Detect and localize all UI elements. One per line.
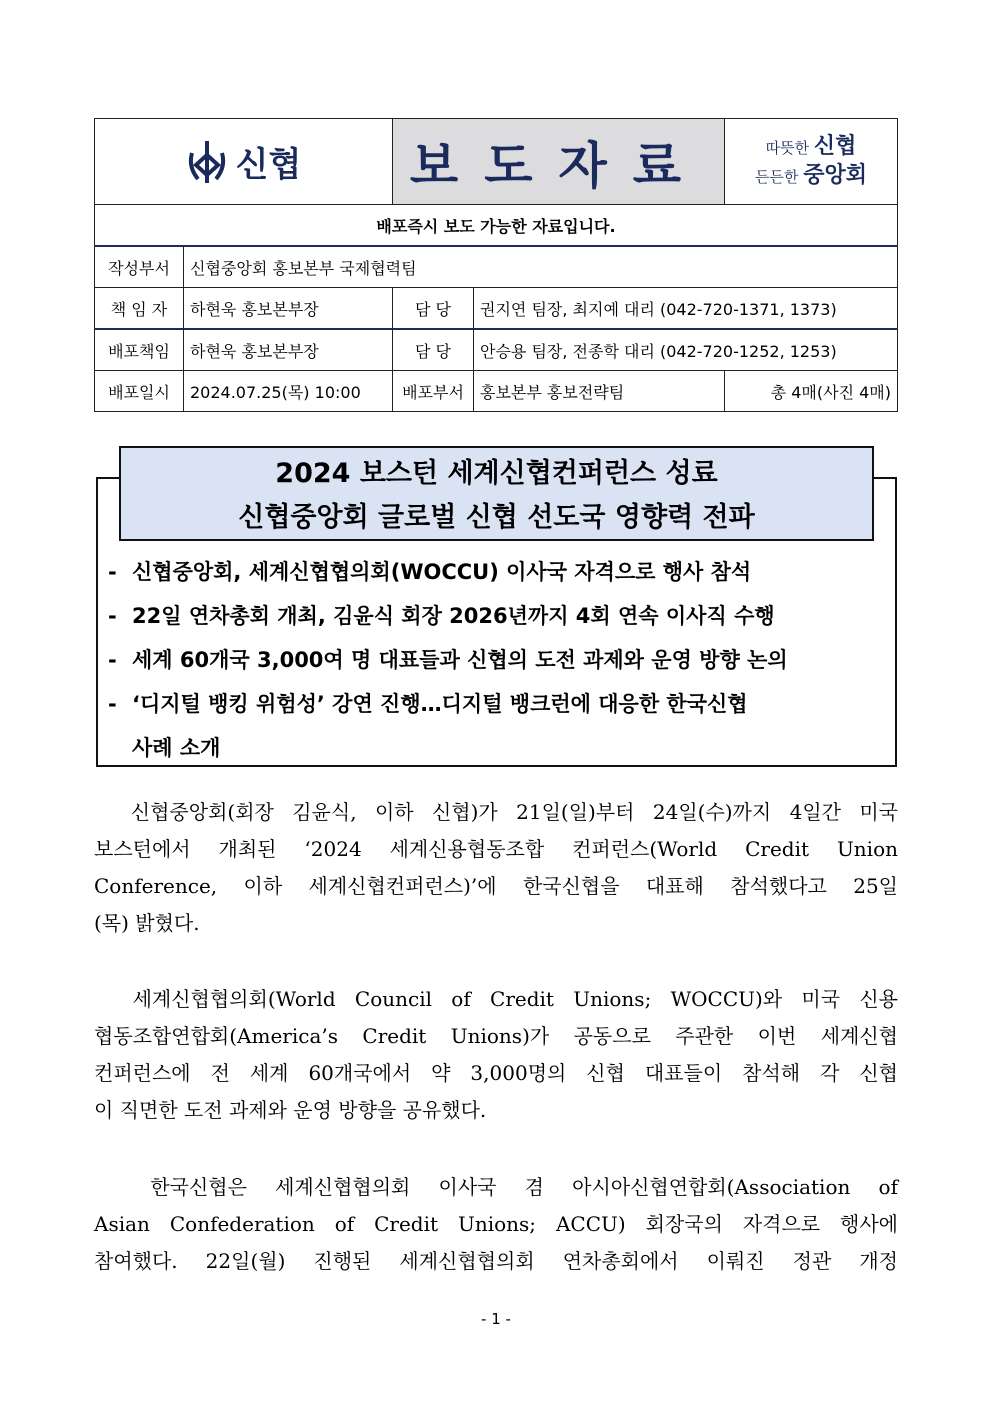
release-notice: 배포즉시 보도 가능한 자료입니다. (95, 205, 898, 247)
contact-label: 담 당 (393, 288, 474, 330)
body-paragraph (94, 794, 898, 942)
dept-label: 작성부서 (95, 246, 184, 288)
distribution-responsible-label: 배포책임 (95, 329, 184, 371)
logo-text: 신협 (235, 145, 302, 185)
contact-label: 담 당 (393, 329, 474, 371)
headline-box (119, 446, 874, 541)
release-date-label: 배포일시 (95, 371, 184, 412)
slogan (725, 119, 898, 205)
slogan-text: 든든한 (754, 167, 799, 186)
headline-line: 신협중앙회 글로벌 신협 선도국 영향력 전파 (238, 502, 755, 533)
summary-bullet (108, 682, 888, 767)
bullet-text: ‘디지털 뱅킹 위험성’ 강연 진행…디지털 뱅크런에 대응한 한국신협 (132, 692, 748, 716)
paragraph-line: 협동조합연합회(America’s Credit Unions)가 공동으로 주관한 이번 세계신협 (94, 1024, 898, 1048)
summary-bullet (108, 550, 888, 594)
body-paragraph (94, 1169, 898, 1280)
bullet-dash: - (108, 604, 117, 628)
slogan-text: 신협 (813, 133, 857, 159)
paragraph-line: Conference, 이하 세계신협컨퍼런스)’에 한국신협을 대표해 참석했다고 25일 (94, 874, 898, 898)
shinhyup-logo (101, 137, 386, 186)
bullet-text-continued: 사례 소개 (132, 736, 221, 760)
bullet-text: 신협중앙회, 세계신협협의회(WOCCU) 이사국 자격으로 행사 참석 (132, 560, 752, 584)
bullet-text: 세계 60개국 3,000여 명 대표들과 신협의 도전 과제와 운영 방향 논의 (132, 648, 788, 672)
document-type-title: 보도자료 (393, 119, 725, 205)
contact-value: 안승용 팀장, 전종학 대리 (042-720-1252, 1253) (474, 329, 898, 371)
summary-bullets (108, 550, 888, 767)
press-info-table (94, 118, 898, 412)
paragraph-line: 이 직면한 도전 과제와 운영 방향을 공유했다. (94, 1098, 487, 1122)
summary-bullet (108, 594, 888, 638)
bullet-text: 22일 연차총회 개최, 김윤식 회장 2026년까지 4회 연속 이사직 수행 (132, 604, 775, 628)
page-count: 총 4매(사진 4매) (725, 371, 898, 412)
dept-value: 신협중앙회 홍보본부 국제협력팀 (184, 246, 898, 288)
shinhyup-emblem-icon (186, 139, 228, 185)
distribution-dept-label: 배포부서 (393, 371, 474, 412)
slogan-text: 중앙회 (803, 162, 868, 188)
paragraph-line: 참여했다. 22일(월) 진행된 세계신협협의회 연차총회에서 이뤄진 정관 개정 (94, 1249, 898, 1273)
paragraph-line: 신협중앙회(회장 김윤식, 이하 신협)가 21일(일)부터 24일(수)까지 4일간 미국 (94, 800, 898, 824)
paragraph-line: Asian Confederation of Credit Unions; ACCU) 회장국의 자격으로 행사에 (94, 1212, 898, 1236)
paragraph-line: 컨퍼런스에 전 세계 60개국에서 약 3,000명의 신협 대표들이 참석해 각 신협 (94, 1061, 898, 1085)
responsible-value: 하현욱 홍보본부장 (184, 288, 393, 330)
bullet-dash: - (108, 648, 117, 672)
logo-cell (95, 119, 393, 205)
responsible-label: 책 임 자 (95, 288, 184, 330)
contact-value: 권지연 팀장, 최지예 대리 (042-720-1371, 1373) (474, 288, 898, 330)
bullet-dash: - (108, 692, 117, 716)
slogan-text: 따뜻한 (765, 138, 810, 157)
distribution-dept-value: 홍보본부 홍보전략팀 (474, 371, 725, 412)
summary-bullet (108, 638, 888, 682)
page-number: - 1 - (481, 1310, 511, 1328)
paragraph-line: 한국신협은 세계신협협의회 이사국 겸 아시아신협연합회(Association of (94, 1175, 898, 1199)
paragraph-line: (목) 밝혔다. (94, 911, 200, 935)
headline-line: 2024 보스턴 세계신협컨퍼런스 성료 (275, 458, 718, 489)
bullet-dash: - (108, 560, 117, 584)
distribution-responsible-value: 하현욱 홍보본부장 (184, 329, 393, 371)
body-paragraph (94, 981, 898, 1129)
paragraph-line: 세계신협협의회(World Council of Credit Unions; WOCCU)와 미국 신용 (94, 987, 898, 1011)
paragraph-line: 보스턴에서 개최된 ‘2024 세계신용협동조합 컨퍼런스(World Credit Union (94, 837, 898, 861)
release-date-value: 2024.07.25(목) 10:00 (184, 371, 393, 412)
